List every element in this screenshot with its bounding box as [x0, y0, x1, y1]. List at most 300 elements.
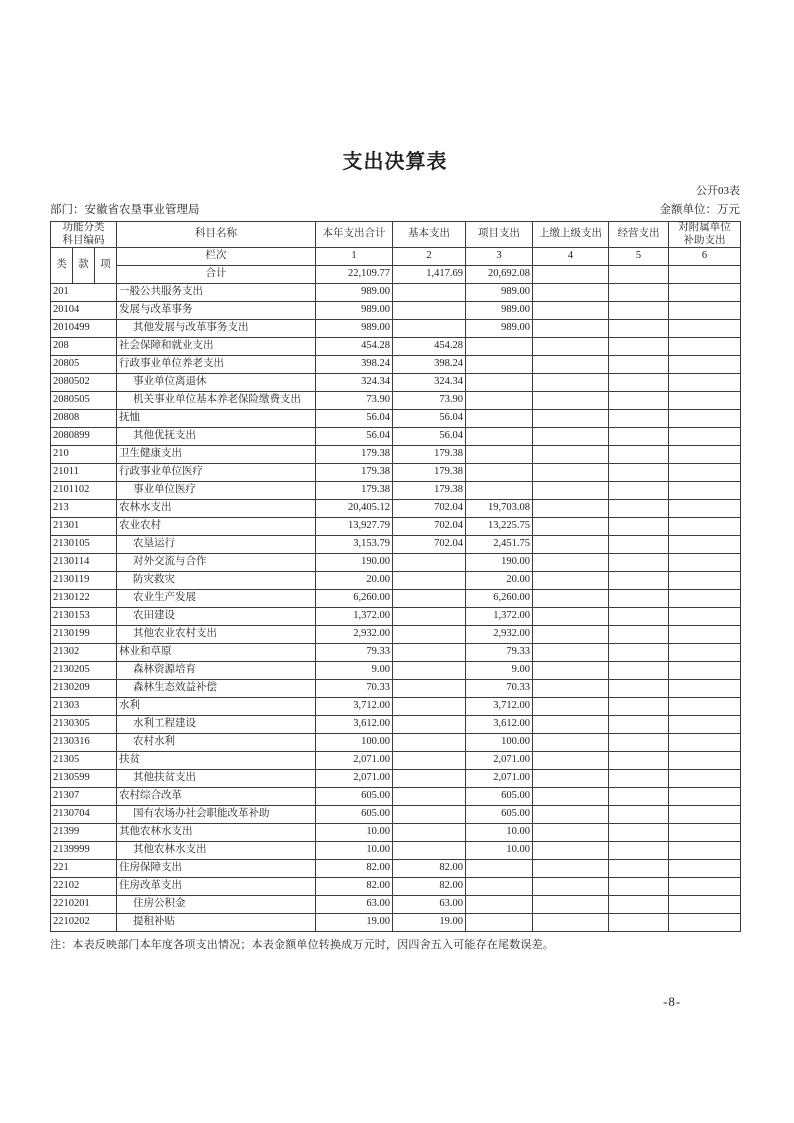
row-value-cell [669, 590, 741, 608]
table-row [51, 410, 741, 428]
row-name-cell: 住房公积金 [117, 896, 316, 914]
total-label: 合计 [117, 266, 316, 284]
row-value-cell [393, 752, 466, 770]
row-name-cell: 抚恤 [117, 410, 316, 428]
row-value-cell [609, 860, 669, 878]
row-name-cell: 农田建设 [117, 608, 316, 626]
row-value-cell [393, 626, 466, 644]
row-value-cell: 79.33 [466, 644, 533, 662]
row-value-cell [669, 662, 741, 680]
table-row [51, 716, 741, 734]
row-value-cell [609, 446, 669, 464]
row-value-cell: 398.24 [393, 356, 466, 374]
row-code-cell: 2130114 [51, 554, 117, 572]
table-row [51, 608, 741, 626]
row-name-cell: 林业和草原 [117, 644, 316, 662]
row-value-cell: 10.00 [316, 842, 393, 860]
row-value-cell [609, 644, 669, 662]
table-code-label: 公开03表 [696, 185, 740, 197]
table-row [51, 428, 741, 446]
row-code-cell: 2080899 [51, 428, 117, 446]
row-value-cell: 9.00 [316, 662, 393, 680]
row-value-cell [533, 392, 609, 410]
row-value-cell: 2,932.00 [466, 626, 533, 644]
row-code-cell: 21399 [51, 824, 117, 842]
row-name-cell: 住房改革支出 [117, 878, 316, 896]
table-row [51, 320, 741, 338]
row-code-cell: 201 [51, 284, 117, 302]
row-value-cell [669, 446, 741, 464]
row-value-cell [533, 644, 609, 662]
header-subsidy-line1: 对附属单位 [678, 222, 731, 233]
row-value-cell: 179.38 [393, 482, 466, 500]
row-code-cell: 20805 [51, 356, 117, 374]
row-value-cell [609, 716, 669, 734]
row-value-cell [669, 788, 741, 806]
row-code-cell: 2130153 [51, 608, 117, 626]
row-value-cell [609, 770, 669, 788]
row-value-cell [669, 626, 741, 644]
header-subsidy-line2: 补助支出 [683, 234, 726, 246]
row-value-cell: 10.00 [316, 824, 393, 842]
row-value-cell [669, 554, 741, 572]
row-value-cell: 179.38 [316, 464, 393, 482]
row-name-cell: 农村水利 [117, 734, 316, 752]
row-value-cell [393, 572, 466, 590]
row-value-cell [609, 374, 669, 392]
row-value-cell: 10.00 [466, 842, 533, 860]
row-value-cell: 989.00 [466, 302, 533, 320]
row-value-cell: 605.00 [316, 788, 393, 806]
row-value-cell [533, 806, 609, 824]
row-value-cell [393, 806, 466, 824]
row-value-cell [533, 680, 609, 698]
page-number: -8- [663, 994, 682, 1009]
row-value-cell [609, 896, 669, 914]
row-value-cell [533, 878, 609, 896]
row-name-cell: 发展与改革事务 [117, 302, 316, 320]
row-value-cell: 989.00 [466, 320, 533, 338]
row-value-cell: 179.38 [316, 446, 393, 464]
row-value-cell [466, 914, 533, 932]
header-code-xiang: 项 [95, 248, 117, 284]
row-value-cell [609, 464, 669, 482]
header-row-total [51, 266, 741, 284]
row-value-cell: 179.38 [316, 482, 393, 500]
row-value-cell [466, 446, 533, 464]
row-value-cell [609, 302, 669, 320]
row-value-cell [609, 284, 669, 302]
table-row [51, 680, 741, 698]
row-value-cell [393, 716, 466, 734]
row-code-cell: 210 [51, 446, 117, 464]
row-value-cell: 70.33 [466, 680, 533, 698]
row-value-cell [609, 500, 669, 518]
row-code-cell: 2130704 [51, 806, 117, 824]
total-value-1: 22,109.77 [316, 266, 393, 284]
row-value-cell: 190.00 [316, 554, 393, 572]
row-name-cell: 行政事业单位养老支出 [117, 356, 316, 374]
row-value-cell [609, 536, 669, 554]
row-value-cell: 2,451.75 [466, 536, 533, 554]
row-value-cell: 13,225.75 [466, 518, 533, 536]
row-value-cell [466, 896, 533, 914]
row-value-cell [533, 356, 609, 374]
row-value-cell [466, 392, 533, 410]
row-value-cell [533, 554, 609, 572]
total-value-6 [669, 266, 741, 284]
row-value-cell [466, 860, 533, 878]
header-code-group [51, 222, 117, 248]
row-value-cell [533, 410, 609, 428]
row-value-cell [609, 428, 669, 446]
row-value-cell [533, 374, 609, 392]
row-value-cell [533, 608, 609, 626]
header-code-group-line2: 科目编码 [62, 234, 105, 246]
row-value-cell [609, 752, 669, 770]
row-value-cell [466, 374, 533, 392]
row-value-cell [609, 842, 669, 860]
header-basic: 基本支出 [393, 222, 466, 248]
row-value-cell [533, 284, 609, 302]
row-value-cell: 20.00 [316, 572, 393, 590]
header-operating: 经营支出 [609, 222, 669, 248]
row-value-cell [609, 356, 669, 374]
row-value-cell [669, 716, 741, 734]
row-value-cell [533, 536, 609, 554]
row-value-cell [669, 482, 741, 500]
lanci-col-2: 2 [393, 248, 466, 266]
row-value-cell [533, 626, 609, 644]
row-value-cell [533, 302, 609, 320]
row-value-cell [609, 914, 669, 932]
header-upper: 上缴上级支出 [533, 222, 609, 248]
row-value-cell [466, 464, 533, 482]
row-value-cell: 82.00 [316, 860, 393, 878]
row-value-cell: 179.38 [393, 464, 466, 482]
row-value-cell [669, 464, 741, 482]
row-value-cell [669, 914, 741, 932]
table-row [51, 824, 741, 842]
lanci-col-6: 6 [669, 248, 741, 266]
row-value-cell [609, 806, 669, 824]
row-value-cell: 56.04 [316, 410, 393, 428]
row-code-cell: 221 [51, 860, 117, 878]
row-code-cell: 21301 [51, 518, 117, 536]
row-code-cell: 2130305 [51, 716, 117, 734]
row-value-cell [669, 860, 741, 878]
row-value-cell: 100.00 [316, 734, 393, 752]
row-value-cell [609, 878, 669, 896]
row-value-cell: 82.00 [393, 860, 466, 878]
row-value-cell [533, 698, 609, 716]
row-value-cell [669, 896, 741, 914]
row-name-cell: 住房保障支出 [117, 860, 316, 878]
department-label: 部门：安徽省农垦事业管理局 [50, 204, 200, 216]
row-code-cell: 2130119 [51, 572, 117, 590]
table-row [51, 482, 741, 500]
row-value-cell [669, 734, 741, 752]
row-value-cell: 2,071.00 [316, 770, 393, 788]
row-value-cell: 702.04 [393, 500, 466, 518]
row-value-cell [533, 824, 609, 842]
row-code-cell: 21307 [51, 788, 117, 806]
row-value-cell [393, 698, 466, 716]
row-value-cell [393, 770, 466, 788]
row-value-cell [533, 572, 609, 590]
row-name-cell: 其他优抚支出 [117, 428, 316, 446]
row-value-cell: 989.00 [466, 284, 533, 302]
row-value-cell [466, 482, 533, 500]
row-code-cell: 2130209 [51, 680, 117, 698]
row-name-cell: 农村综合改革 [117, 788, 316, 806]
row-value-cell [609, 338, 669, 356]
row-code-cell: 20104 [51, 302, 117, 320]
table-row [51, 446, 741, 464]
table-row [51, 572, 741, 590]
row-value-cell: 454.28 [393, 338, 466, 356]
row-code-cell: 208 [51, 338, 117, 356]
row-code-cell: 2130599 [51, 770, 117, 788]
row-value-cell: 2,071.00 [466, 752, 533, 770]
row-value-cell [609, 608, 669, 626]
header-project: 项目支出 [466, 222, 533, 248]
row-code-cell: 20808 [51, 410, 117, 428]
row-value-cell [669, 374, 741, 392]
row-value-cell [669, 428, 741, 446]
unit-label: 金额单位：万元 [659, 204, 740, 216]
row-code-cell: 2130122 [51, 590, 117, 608]
row-value-cell [669, 518, 741, 536]
row-name-cell: 国有农场办社会职能改革补助 [117, 806, 316, 824]
row-value-cell: 56.04 [316, 428, 393, 446]
table-row [51, 590, 741, 608]
row-value-cell [533, 446, 609, 464]
row-code-cell: 2210202 [51, 914, 117, 932]
row-name-cell: 事业单位医疗 [117, 482, 316, 500]
row-value-cell: 6,260.00 [316, 590, 393, 608]
row-value-cell: 20.00 [466, 572, 533, 590]
row-value-cell [669, 824, 741, 842]
table-row [51, 536, 741, 554]
table-row [51, 284, 741, 302]
row-value-cell [669, 878, 741, 896]
row-value-cell [533, 734, 609, 752]
row-value-cell [669, 284, 741, 302]
table-body [51, 284, 741, 932]
table-row [51, 500, 741, 518]
header-code-kuan: 款 [73, 248, 95, 284]
row-value-cell [533, 590, 609, 608]
row-value-cell [393, 590, 466, 608]
row-value-cell [609, 518, 669, 536]
row-value-cell [669, 302, 741, 320]
row-value-cell: 6,260.00 [466, 590, 533, 608]
row-name-cell: 森林资源培育 [117, 662, 316, 680]
row-value-cell: 100.00 [466, 734, 533, 752]
row-value-cell [669, 770, 741, 788]
row-value-cell [533, 716, 609, 734]
total-value-2: 1,417.69 [393, 266, 466, 284]
row-value-cell [669, 320, 741, 338]
table-row [51, 860, 741, 878]
row-value-cell [609, 662, 669, 680]
row-value-cell: 398.24 [316, 356, 393, 374]
lanci-col-3: 3 [466, 248, 533, 266]
row-value-cell [393, 680, 466, 698]
row-value-cell: 605.00 [466, 806, 533, 824]
row-code-cell: 213 [51, 500, 117, 518]
row-value-cell [533, 464, 609, 482]
table-row [51, 356, 741, 374]
meta-row [50, 201, 740, 217]
row-value-cell: 82.00 [316, 878, 393, 896]
row-value-cell [533, 752, 609, 770]
row-code-cell: 21302 [51, 644, 117, 662]
row-value-cell [393, 734, 466, 752]
row-code-cell: 21303 [51, 698, 117, 716]
row-value-cell: 19.00 [316, 914, 393, 932]
row-value-cell [393, 824, 466, 842]
row-value-cell: 702.04 [393, 518, 466, 536]
row-name-cell: 社会保障和就业支出 [117, 338, 316, 356]
row-code-cell: 2101102 [51, 482, 117, 500]
page-title: 支出决算表 [342, 151, 448, 173]
table-row [51, 878, 741, 896]
row-value-cell [669, 806, 741, 824]
row-value-cell: 989.00 [316, 302, 393, 320]
row-value-cell: 702.04 [393, 536, 466, 554]
row-value-cell: 989.00 [316, 284, 393, 302]
table-row [51, 644, 741, 662]
row-value-cell: 19.00 [393, 914, 466, 932]
row-name-cell: 对外交流与合作 [117, 554, 316, 572]
expenditure-table [50, 221, 741, 932]
row-value-cell: 324.34 [316, 374, 393, 392]
row-code-cell: 2080505 [51, 392, 117, 410]
table-row [51, 770, 741, 788]
row-value-cell [669, 500, 741, 518]
table-row [51, 374, 741, 392]
row-name-cell: 农林水支出 [117, 500, 316, 518]
row-value-cell: 3,712.00 [466, 698, 533, 716]
table-row [51, 554, 741, 572]
row-value-cell: 82.00 [393, 878, 466, 896]
row-name-cell: 农业生产发展 [117, 590, 316, 608]
row-value-cell [609, 320, 669, 338]
row-value-cell [609, 482, 669, 500]
row-name-cell: 其他发展与改革事务支出 [117, 320, 316, 338]
row-name-cell: 其他农林水支出 [117, 842, 316, 860]
row-value-cell [393, 284, 466, 302]
row-value-cell [533, 914, 609, 932]
table-row [51, 698, 741, 716]
row-value-cell: 3,612.00 [316, 716, 393, 734]
row-value-cell [609, 626, 669, 644]
row-value-cell: 63.00 [393, 896, 466, 914]
row-value-cell [533, 518, 609, 536]
table-row [51, 338, 741, 356]
row-name-cell: 扶贫 [117, 752, 316, 770]
header-subsidy [669, 222, 741, 248]
row-value-cell [466, 878, 533, 896]
row-value-cell [669, 698, 741, 716]
row-value-cell: 1,372.00 [316, 608, 393, 626]
row-value-cell [466, 356, 533, 374]
row-value-cell [669, 680, 741, 698]
row-value-cell: 605.00 [466, 788, 533, 806]
row-value-cell: 70.33 [316, 680, 393, 698]
row-value-cell [393, 788, 466, 806]
row-code-cell: 2010499 [51, 320, 117, 338]
row-value-cell [669, 410, 741, 428]
row-code-cell: 22102 [51, 878, 117, 896]
total-value-3: 20,692.08 [466, 266, 533, 284]
row-value-cell [609, 590, 669, 608]
row-value-cell [609, 734, 669, 752]
row-name-cell: 行政事业单位医疗 [117, 464, 316, 482]
row-value-cell [393, 320, 466, 338]
row-value-cell [669, 536, 741, 554]
row-value-cell [533, 770, 609, 788]
header-code-lei: 类 [51, 248, 73, 284]
row-value-cell [533, 860, 609, 878]
header-total: 本年支出合计 [316, 222, 393, 248]
header-code-group-line1: 功能分类 [62, 222, 105, 233]
row-value-cell [609, 392, 669, 410]
table-row [51, 518, 741, 536]
total-value-4 [533, 266, 609, 284]
row-value-cell [533, 500, 609, 518]
row-value-cell: 2,932.00 [316, 626, 393, 644]
table-row [51, 734, 741, 752]
row-value-cell [609, 410, 669, 428]
row-code-cell: 2130205 [51, 662, 117, 680]
row-value-cell: 73.90 [316, 392, 393, 410]
row-value-cell [533, 842, 609, 860]
table-row [51, 392, 741, 410]
row-value-cell [393, 644, 466, 662]
row-value-cell [609, 554, 669, 572]
total-value-5 [609, 266, 669, 284]
row-code-cell: 21011 [51, 464, 117, 482]
table-row [51, 662, 741, 680]
row-value-cell [609, 824, 669, 842]
row-value-cell: 989.00 [316, 320, 393, 338]
row-value-cell: 179.38 [393, 446, 466, 464]
row-value-cell: 20,405.12 [316, 500, 393, 518]
row-name-cell: 防灾救灾 [117, 572, 316, 590]
row-code-cell: 2210201 [51, 896, 117, 914]
row-value-cell [669, 842, 741, 860]
lanci-col-1: 1 [316, 248, 393, 266]
row-name-cell: 森林生态效益补偿 [117, 680, 316, 698]
row-value-cell: 1,372.00 [466, 608, 533, 626]
row-value-cell [466, 428, 533, 446]
header-subject: 科目名称 [117, 222, 316, 248]
page-content [50, 0, 740, 952]
row-name-cell: 水利工程建设 [117, 716, 316, 734]
row-value-cell: 454.28 [316, 338, 393, 356]
row-name-cell: 其他农业农村支出 [117, 626, 316, 644]
row-code-cell: 2139999 [51, 842, 117, 860]
row-value-cell [533, 338, 609, 356]
row-value-cell: 2,071.00 [316, 752, 393, 770]
row-value-cell [609, 698, 669, 716]
row-value-cell: 3,712.00 [316, 698, 393, 716]
table-row [51, 464, 741, 482]
row-value-cell [393, 608, 466, 626]
